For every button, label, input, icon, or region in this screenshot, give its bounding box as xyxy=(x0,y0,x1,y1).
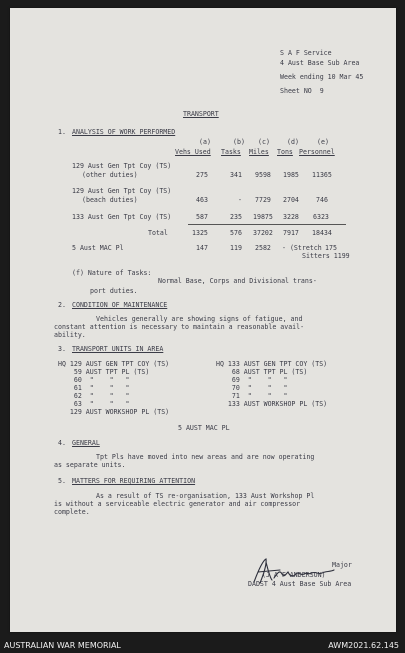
paragraph-line: Vehicles generally are showing signs of fatigue, and xyxy=(96,315,303,323)
paragraph-line: Tpt Pls have moved into new areas and are now operating xyxy=(96,453,315,461)
table-cell: 2704 xyxy=(283,196,299,204)
unit-line: 129 AUST WORKSHOP PL (TS) xyxy=(58,408,170,416)
paragraph-line: constant attention is necessary to maintain a reasonable avail- xyxy=(54,323,305,331)
unit-line: 70 " " " xyxy=(216,384,288,392)
col-marker-a: (a) xyxy=(199,138,211,146)
unit-line: 61 " " " xyxy=(58,384,130,392)
table-row-label: 129 Aust Gen Tpt Coy (TS) xyxy=(72,162,172,170)
nature-text-cont: port duties. xyxy=(90,287,138,295)
section-heading: GENERAL xyxy=(72,439,100,447)
table-row-label: 129 Aust Gen Tpt Coy (TS) xyxy=(72,187,172,195)
total-label: Total xyxy=(148,229,168,237)
unit-line: 62 " " " xyxy=(58,392,130,400)
nature-label: (f) Nature of Tasks: xyxy=(72,269,152,277)
table-cell: 7917 xyxy=(283,229,299,237)
document-page xyxy=(10,8,396,632)
paragraph-line: as separate units. xyxy=(54,461,126,469)
table-cell: - xyxy=(238,196,242,204)
header-sheet: Sheet NO 9 xyxy=(280,87,324,95)
unit-line: 59 AUST TPT PL (TS) xyxy=(58,368,150,376)
table-row-label: 133 Aust Gen Tpt Coy (TS) xyxy=(72,213,172,221)
table-cell: 119 xyxy=(230,244,242,252)
section-number: 1. xyxy=(58,128,66,136)
table-cell: 235 xyxy=(230,213,242,221)
col-header-miles: Miles xyxy=(249,148,269,156)
table-cell: 18434 xyxy=(312,229,332,237)
table-cell: 275 xyxy=(196,171,208,179)
table-cell: 37202 xyxy=(253,229,273,237)
table-cell: 2582 xyxy=(255,244,271,252)
header-area: 4 Aust Base Sub Area xyxy=(280,59,360,67)
table-cell: 7729 xyxy=(255,196,271,204)
table-cell: 175 xyxy=(325,244,337,252)
table-cell: 6323 xyxy=(313,213,329,221)
unit-line: 60 " " " xyxy=(58,376,130,384)
col-header-tons: Tons xyxy=(277,148,293,156)
col-marker-e: (e) xyxy=(317,138,329,146)
section-heading: CONDITION OF MAINTENANCE xyxy=(72,301,168,309)
col-marker-d: (d) xyxy=(287,138,299,146)
section-heading: MATTERS FOR REQUIRING ATTENTION xyxy=(72,477,196,485)
signature-name: (J A F ANDERSON) xyxy=(262,571,326,579)
table-row-label: 5 Aust MAC Pl xyxy=(72,244,124,252)
section-number: 3. xyxy=(58,345,66,353)
unit-line: HQ 133 AUST GEN TPT COY (TS) xyxy=(216,360,328,368)
unit-line: 69 " " " xyxy=(216,376,288,384)
table-cell: 1325 xyxy=(192,229,208,237)
table-cell: 463 xyxy=(196,196,208,204)
paragraph-line: complete. xyxy=(54,508,90,516)
archive-footer xyxy=(0,640,405,653)
section-number: 4. xyxy=(58,439,66,447)
table-cell: 576 xyxy=(230,229,242,237)
table-cell: 1985 xyxy=(283,171,299,179)
signature-appointment: DADST 4 Aust Base Sub Area xyxy=(248,580,352,588)
archive-id: AWM2021.62.145 xyxy=(328,641,399,650)
col-header-personnel: Personnel xyxy=(299,148,335,156)
table-cell: 3228 xyxy=(283,213,299,221)
table-cell: Sitters 1199 xyxy=(302,252,350,260)
header-unit: S A F Service xyxy=(280,49,332,57)
col-header-tasks: Tasks xyxy=(221,148,241,156)
table-cell: 19875 xyxy=(253,213,273,221)
table-cell: 746 xyxy=(316,196,328,204)
col-marker-b: (b) xyxy=(233,138,245,146)
unit-line: 63 " " " xyxy=(58,400,130,408)
paragraph-line: ability. xyxy=(54,331,86,339)
paragraph-line: is without a serviceable electric generator and air compressor xyxy=(54,500,301,508)
unit-line: 71 " " " xyxy=(216,392,288,400)
table-cell: - (Stretch xyxy=(282,244,322,252)
table-divider xyxy=(188,224,346,225)
signature-rank: Major xyxy=(332,561,352,569)
table-cell: 341 xyxy=(230,171,242,179)
section-heading: ANALYSIS OF WORK PERFORMED xyxy=(72,128,176,136)
section-number: 5. xyxy=(58,477,66,485)
table-cell: 11365 xyxy=(312,171,332,179)
unit-line: 133 AUST WORKSHOP PL (TS) xyxy=(216,400,328,408)
table-row-sublabel: (other duties) xyxy=(82,171,138,179)
table-cell: 9598 xyxy=(255,171,271,179)
nature-text: Normal Base, Corps and Divisional trans- xyxy=(158,277,317,285)
header-week: Week ending 10 Mar 45 xyxy=(280,73,364,81)
unit-line: HQ 129 AUST GEN TPT COY (TS) xyxy=(58,360,170,368)
page-title: TRANSPORT xyxy=(183,110,219,118)
col-header-vehs: Vehs Used xyxy=(175,148,211,156)
unit-line: 5 AUST MAC PL xyxy=(178,424,230,432)
table-row-sublabel: (beach duties) xyxy=(82,196,138,204)
paragraph-line: As a result of TS re-organisation, 133 Aust Workshop Pl xyxy=(96,492,315,500)
archive-name: AUSTRALIAN WAR MEMORIAL xyxy=(4,641,121,650)
col-marker-c: (c) xyxy=(258,138,270,146)
section-number: 2. xyxy=(58,301,66,309)
table-cell: 147 xyxy=(196,244,208,252)
unit-line: 68 AUST TPT PL (TS) xyxy=(216,368,308,376)
section-heading: TRANSPORT UNITS IN AREA xyxy=(72,345,164,353)
table-cell: 587 xyxy=(196,213,208,221)
